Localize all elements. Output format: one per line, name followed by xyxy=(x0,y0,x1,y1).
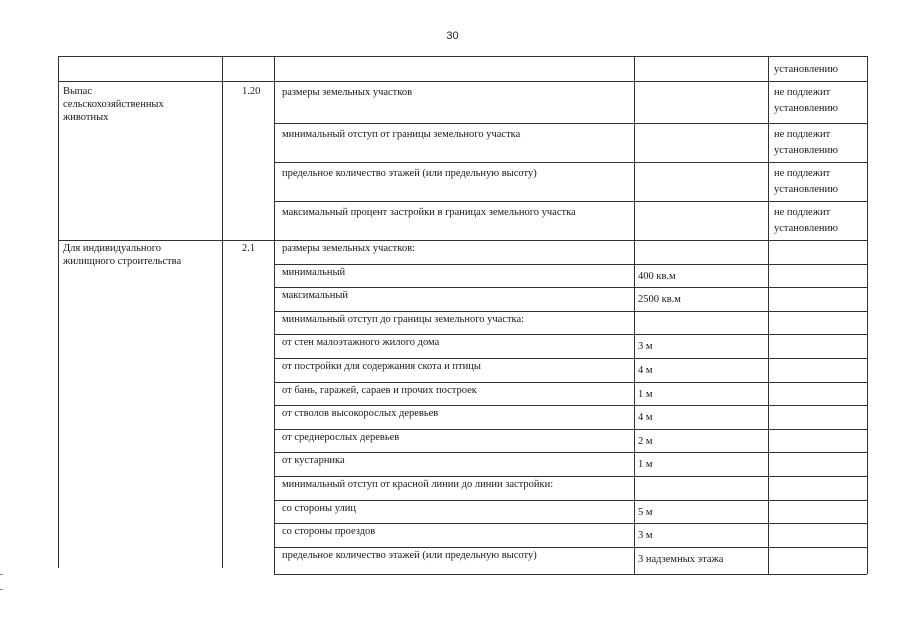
cell-note: не подлежит xyxy=(774,168,831,179)
cell-code: 1.20 xyxy=(242,86,261,97)
scan-artifact xyxy=(0,589,3,590)
cell-use-type: жилищного строительства xyxy=(63,256,182,267)
table-rule xyxy=(274,123,867,124)
table-rule xyxy=(634,56,635,574)
cell-parameter: размеры земельных участков: xyxy=(282,243,415,254)
cell-parameter: от бань, гаражей, сараев и прочих построек xyxy=(282,385,477,396)
cell-use-type: Выпас xyxy=(63,86,92,97)
page-number: 30 xyxy=(446,30,459,42)
table-rule xyxy=(274,201,867,202)
table-rule xyxy=(274,56,275,574)
cell-note: не подлежит xyxy=(774,129,831,140)
cell-parameter: от кустарника xyxy=(282,455,345,466)
cell-value: 1 м xyxy=(638,389,653,400)
cell-value: 400 кв.м xyxy=(638,271,676,282)
cell-parameter: минимальный xyxy=(282,267,346,278)
table-rule xyxy=(274,452,867,453)
cell-note: установлению xyxy=(774,223,838,234)
cell-value: 3 м xyxy=(638,341,653,352)
cell-parameter: от постройки для содержания скота и птицы xyxy=(282,361,481,372)
cell-parameter: минимальный отступ от красной линии до линии застройки: xyxy=(282,479,554,490)
cell-parameter: размеры земельных участков xyxy=(282,87,413,98)
table-rule xyxy=(274,500,867,501)
table-rule xyxy=(274,264,867,265)
cell-note: не подлежит xyxy=(774,207,831,218)
cell-parameter: со стороны улиц xyxy=(282,503,356,514)
cell-value: 4 м xyxy=(638,365,653,376)
cell-note: не подлежит xyxy=(774,87,831,98)
table-rule xyxy=(222,56,223,568)
table-rule xyxy=(58,56,867,57)
table-rule xyxy=(274,162,867,163)
cell-use-type: животных xyxy=(63,112,109,123)
cell-parameter: минимальный отступ от границы земельного участка xyxy=(282,129,521,140)
cell-value: 3 надземных этажа xyxy=(638,554,724,565)
table-rule xyxy=(58,56,59,568)
table-rule xyxy=(768,56,769,574)
cell-use-type: Для индивидуального xyxy=(63,243,162,254)
cell-value: 5 м xyxy=(638,507,653,518)
cell-parameter: от среднерослых деревьев xyxy=(282,432,400,443)
cell-value: 1 м xyxy=(638,459,653,470)
cell-value: 4 м xyxy=(638,412,653,423)
cell-parameter: от стволов высокорослых деревьев xyxy=(282,408,439,419)
cell-code: 2.1 xyxy=(242,243,256,254)
cell-parameter: минимальный отступ до границы земельного участка: xyxy=(282,314,525,325)
table-rule xyxy=(867,56,868,574)
cell-value: 3 м xyxy=(638,530,653,541)
cell-parameter: максимальный процент застройки в границах земельного участка xyxy=(282,207,576,218)
cell-parameter: предельное количество этажей (или предельную высоту) xyxy=(282,168,537,179)
cell-parameter: предельное количество этажей (или предельную высоту) xyxy=(282,550,537,561)
cell-parameter: со стороны проездов xyxy=(282,526,376,537)
cell-note: установлению xyxy=(774,64,838,75)
cell-parameter: от стен малоэтажного жилого дома xyxy=(282,337,440,348)
cell-use-type: сельскохозяйственных xyxy=(63,99,164,110)
cell-note: установлению xyxy=(774,103,838,114)
table-rule xyxy=(274,287,867,288)
table-rule xyxy=(58,81,867,82)
cell-note: установлению xyxy=(774,145,838,156)
cell-value: 2 м xyxy=(638,436,653,447)
cell-value: 2500 кв.м xyxy=(638,294,681,305)
cell-parameter: максимальный xyxy=(282,290,348,301)
cell-note: установлению xyxy=(774,184,838,195)
scan-artifact xyxy=(0,574,3,575)
table-rule xyxy=(274,574,867,575)
table-rule xyxy=(58,240,867,241)
